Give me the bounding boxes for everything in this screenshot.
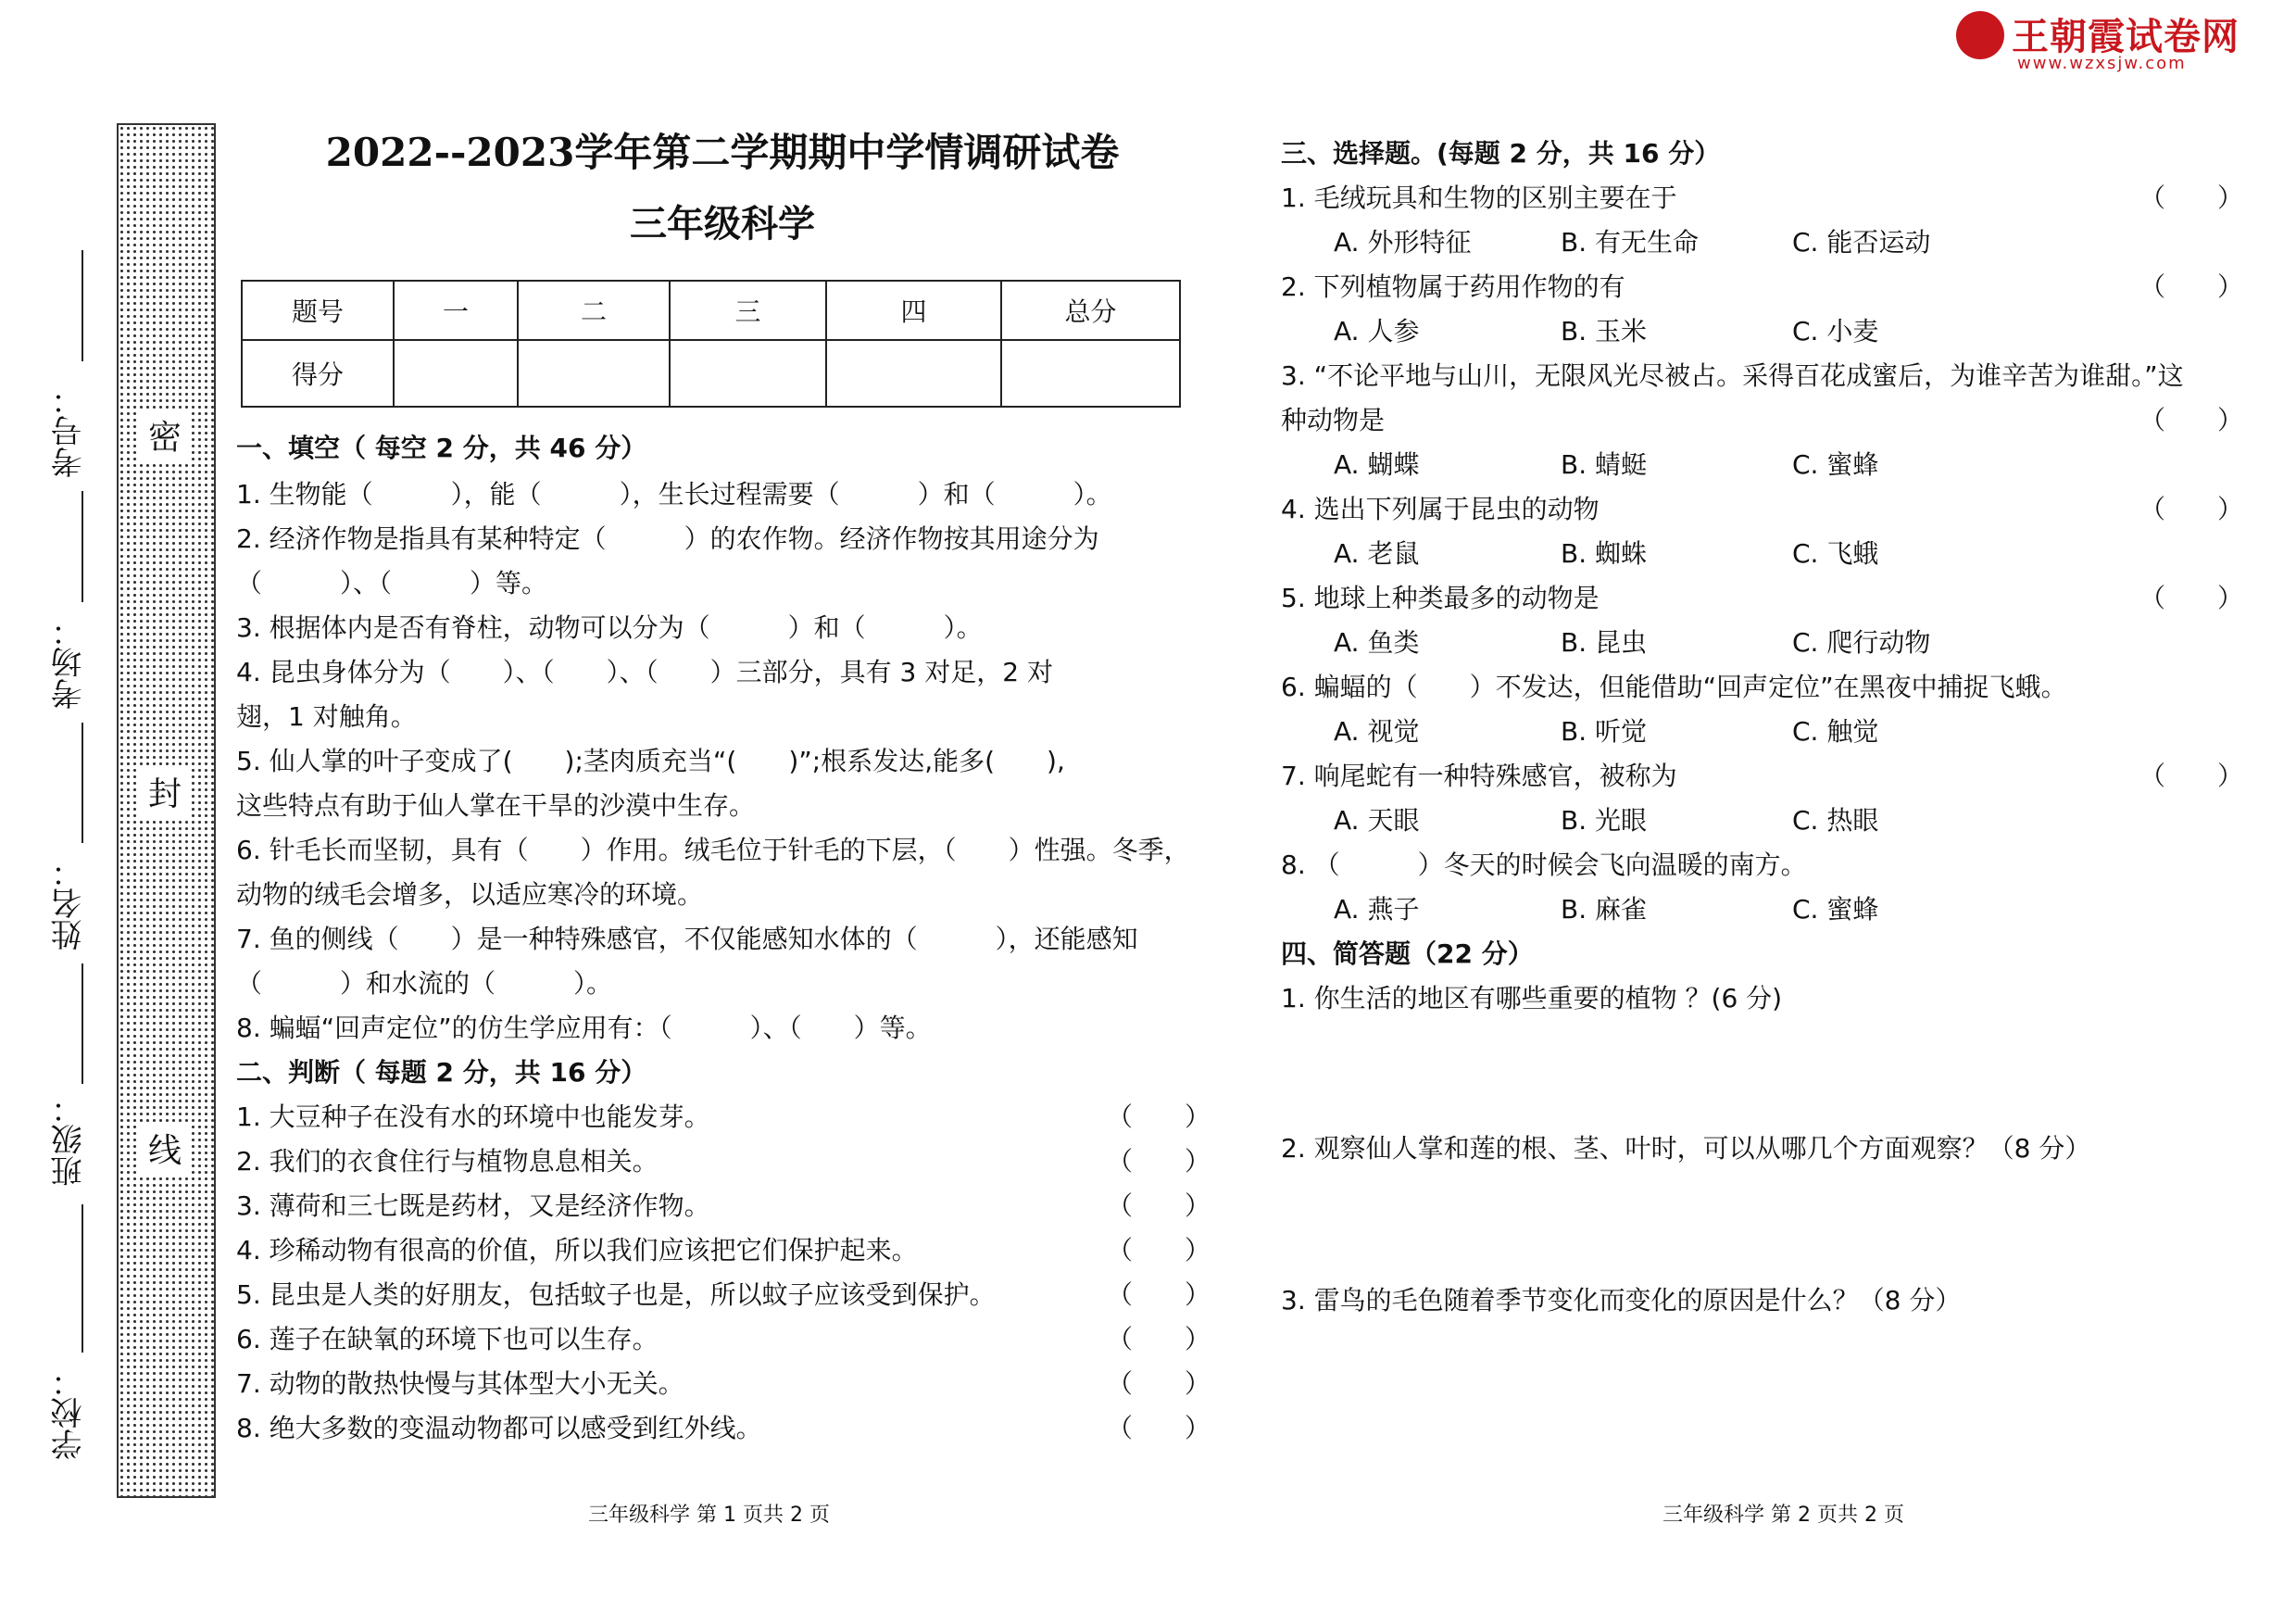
seal-char-xian: 线	[139, 1126, 191, 1177]
answer-paren[interactable]: （ ）	[2139, 271, 2244, 302]
table-cell: 题号	[242, 281, 394, 340]
option[interactable]: B. 有无生命	[1561, 227, 1700, 258]
option[interactable]: A. 外形特征	[1334, 227, 1472, 258]
fill-line: 5. 仙人掌的叶子变成了( );茎肉质充当“( )”;根系发达,能多( ),	[236, 746, 1065, 776]
judge-item: 8. 绝大多数的变温动物都可以感受到红外线。	[236, 1413, 762, 1443]
judge-item: 7. 动物的散热快慢与其体型大小无关。	[236, 1368, 684, 1399]
answer-paren[interactable]: （ ）	[1107, 1324, 1211, 1354]
option[interactable]: A. 蝴蝶	[1334, 449, 1420, 480]
option[interactable]: B. 光眼	[1561, 805, 1648, 836]
school-line[interactable]	[82, 1204, 83, 1353]
judge-item: 1. 大豆种子在没有水的环境中也能发芽。	[236, 1102, 710, 1132]
table-cell: 一	[394, 281, 518, 340]
section3-heading: 三、选择题。(每题 2 分，共 16 分）	[1281, 138, 1721, 169]
fill-line: 动物的绒毛会增多，以适应寒冷的环境。	[236, 879, 704, 910]
option[interactable]: B. 蜻蜓	[1561, 449, 1648, 480]
table-row	[242, 281, 1180, 340]
table-cell: 四	[826, 281, 1001, 340]
option[interactable]: C. 能否运动	[1792, 227, 1931, 258]
option[interactable]: A. 燕子	[1334, 894, 1420, 925]
exam-room-label: 考场：	[51, 615, 88, 710]
option[interactable]: B. 蜘蛛	[1561, 538, 1648, 569]
choice-question: 4. 选出下列属于昆虫的动物	[1281, 494, 1600, 524]
logo-emblem-icon	[1956, 11, 2004, 59]
score-cell[interactable]	[670, 340, 826, 407]
score-cell[interactable]	[394, 340, 518, 407]
table-cell: 得分	[242, 340, 394, 407]
option[interactable]: A. 天眼	[1334, 805, 1420, 836]
short-answer-question: 1. 你生活的地区有哪些重要的植物 ？(6 分)	[1281, 983, 1783, 1013]
choice-question: 1. 毛绒玩具和生物的区别主要在于	[1281, 183, 1677, 213]
section4-heading: 四、简答题（22 分）	[1281, 938, 1534, 969]
fill-line: 1. 生物能（ ），能（ ），生长过程需要（ ）和（ ）。	[236, 479, 1112, 510]
exam-number-label: 考号：	[51, 384, 88, 478]
answer-paren[interactable]: （ ）	[1107, 1235, 1211, 1265]
judge-item: 4. 珍稀动物有很高的价值，所以我们应该把它们保护起来。	[236, 1235, 918, 1265]
answer-paren[interactable]: （ ）	[1107, 1102, 1211, 1132]
score-cell[interactable]	[518, 340, 670, 407]
answer-paren[interactable]: （ ）	[2139, 405, 2244, 435]
judge-item: 5. 昆虫是人类的好朋友，包括蚊子也是，所以蚊子应该受到保护。	[236, 1279, 996, 1310]
answer-paren[interactable]: （ ）	[2139, 494, 2244, 524]
choice-question: 2. 下列植物属于药用作物的有	[1281, 271, 1625, 302]
fill-line: 4. 昆虫身体分为（ ）、（ ）、（ ）三部分，具有 3 对足，2 对	[236, 657, 1053, 687]
fill-line: 这些特点有助于仙人掌在干旱的沙漠中生存。	[236, 790, 756, 821]
table-cell: 总分	[1001, 281, 1180, 340]
exam-room-line[interactable]	[82, 491, 83, 602]
section1-heading: 一、填空（ 每空 2 分，共 46 分）	[236, 433, 647, 463]
answer-paren[interactable]: （ ）	[1107, 1413, 1211, 1443]
fill-line: 8. 蝙蝠“回声定位”的仿生学应用有：（ ）、（ ）等。	[236, 1013, 932, 1043]
judge-item: 2. 我们的衣食住行与植物息息相关。	[236, 1146, 659, 1177]
name-line[interactable]	[82, 723, 83, 843]
answer-paren[interactable]: （ ）	[1107, 1279, 1211, 1310]
table-row	[242, 340, 1180, 407]
score-cell[interactable]	[1001, 340, 1180, 407]
fill-line: （ ）和水流的（ ）。	[236, 968, 613, 999]
class-line[interactable]	[82, 963, 83, 1084]
option[interactable]: A. 老鼠	[1334, 538, 1420, 569]
choice-question: 6. 蝙蝠的（ ）不发达，但能借助“回声定位”在黑夜中捕捉飞蛾。	[1281, 672, 2067, 702]
option[interactable]: C. 触觉	[1792, 716, 1879, 747]
option[interactable]: B. 昆虫	[1561, 627, 1648, 658]
page-footer-left: 三年级科学 第 1 页共 2 页	[588, 1504, 830, 1527]
option[interactable]: A. 人参	[1334, 316, 1420, 346]
short-answer-question: 3. 雷鸟的毛色随着季节变化而变化的原因是什么？（8 分）	[1281, 1285, 1962, 1316]
class-label: 班级：	[51, 1092, 88, 1187]
option[interactable]: C. 飞蛾	[1792, 538, 1879, 569]
score-cell[interactable]	[826, 340, 1001, 407]
option[interactable]: C. 蜜蜂	[1792, 894, 1879, 925]
exam-title: 2022--2023学年第二学期期中学情调研试卷	[325, 130, 1120, 175]
table-cell: 三	[670, 281, 826, 340]
answer-paren[interactable]: （ ）	[1107, 1146, 1211, 1177]
seal-char-feng: 封	[139, 769, 191, 821]
school-label: 学校：	[51, 1366, 88, 1460]
fill-line: 6. 针毛长而坚韧，具有（ ）作用。绒毛位于针毛的下层，（ ）性强。冬季，	[236, 835, 1190, 865]
exam-number-line[interactable]	[82, 250, 83, 361]
fill-line: 3. 根据体内是否有脊柱，动物可以分为（ ）和（ ）。	[236, 612, 983, 643]
answer-paren[interactable]: （ ）	[2139, 583, 2244, 613]
choice-question: 8. （ ）冬天的时候会飞向温暖的南方。	[1281, 850, 1807, 880]
page-footer-right: 三年级科学 第 2 页共 2 页	[1662, 1504, 1904, 1527]
option[interactable]: A. 视觉	[1334, 716, 1420, 747]
answer-paren[interactable]: （ ）	[2139, 183, 2244, 213]
answer-paren[interactable]: （ ）	[1107, 1368, 1211, 1399]
option[interactable]: B. 玉米	[1561, 316, 1648, 346]
seal-char-mi: 密	[139, 412, 191, 464]
logo-url: www.wzxsjw.com	[2017, 54, 2187, 73]
name-label: 姓名：	[51, 856, 88, 950]
answer-paren[interactable]: （ ）	[2139, 761, 2244, 791]
judge-item: 3. 薄荷和三七既是药材，又是经济作物。	[236, 1190, 710, 1221]
fill-line: （ ）、（ ）等。	[236, 568, 548, 598]
section2-heading: 二、判断（ 每题 2 分，共 16 分）	[236, 1057, 647, 1088]
fill-line: 7. 鱼的侧线（ ）是一种特殊感官，不仅能感知水体的（ ），还能感知	[236, 924, 1138, 954]
short-answer-question: 2. 观察仙人掌和莲的根、茎、叶时，可以从哪几个方面观察？（8 分）	[1281, 1133, 2091, 1164]
exam-subtitle: 三年级科学	[630, 202, 815, 245]
option[interactable]: B. 麻雀	[1561, 894, 1648, 925]
fill-line: 翅，1 对触角。	[236, 701, 417, 732]
choice-question-cont: 种动物是	[1281, 405, 1386, 435]
answer-paren[interactable]: （ ）	[1107, 1190, 1211, 1221]
option[interactable]: B. 听觉	[1561, 716, 1648, 747]
judge-item: 6. 莲子在缺氧的环境下也可以生存。	[236, 1324, 659, 1354]
option[interactable]: A. 鱼类	[1334, 627, 1420, 658]
option[interactable]: C. 热眼	[1792, 805, 1879, 836]
choice-question: 5. 地球上种类最多的动物是	[1281, 583, 1600, 613]
table-cell: 二	[518, 281, 670, 340]
choice-question: 7. 响尾蛇有一种特殊感官，被称为	[1281, 761, 1677, 791]
option[interactable]: C. 蜜蜂	[1792, 449, 1879, 480]
score-table	[241, 280, 1181, 408]
option[interactable]: C. 小麦	[1792, 316, 1879, 346]
logo-name: 王朝霞试卷网	[2012, 16, 2240, 58]
option[interactable]: C. 爬行动物	[1792, 627, 1931, 658]
choice-question: 3. “不论平地与山川，无限风光尽被占。采得百花成蜜后，为谁辛苦为谁甜。”这	[1281, 360, 2184, 391]
fill-line: 2. 经济作物是指具有某种特定（ ）的农作物。经济作物按其用途分为	[236, 523, 1099, 554]
